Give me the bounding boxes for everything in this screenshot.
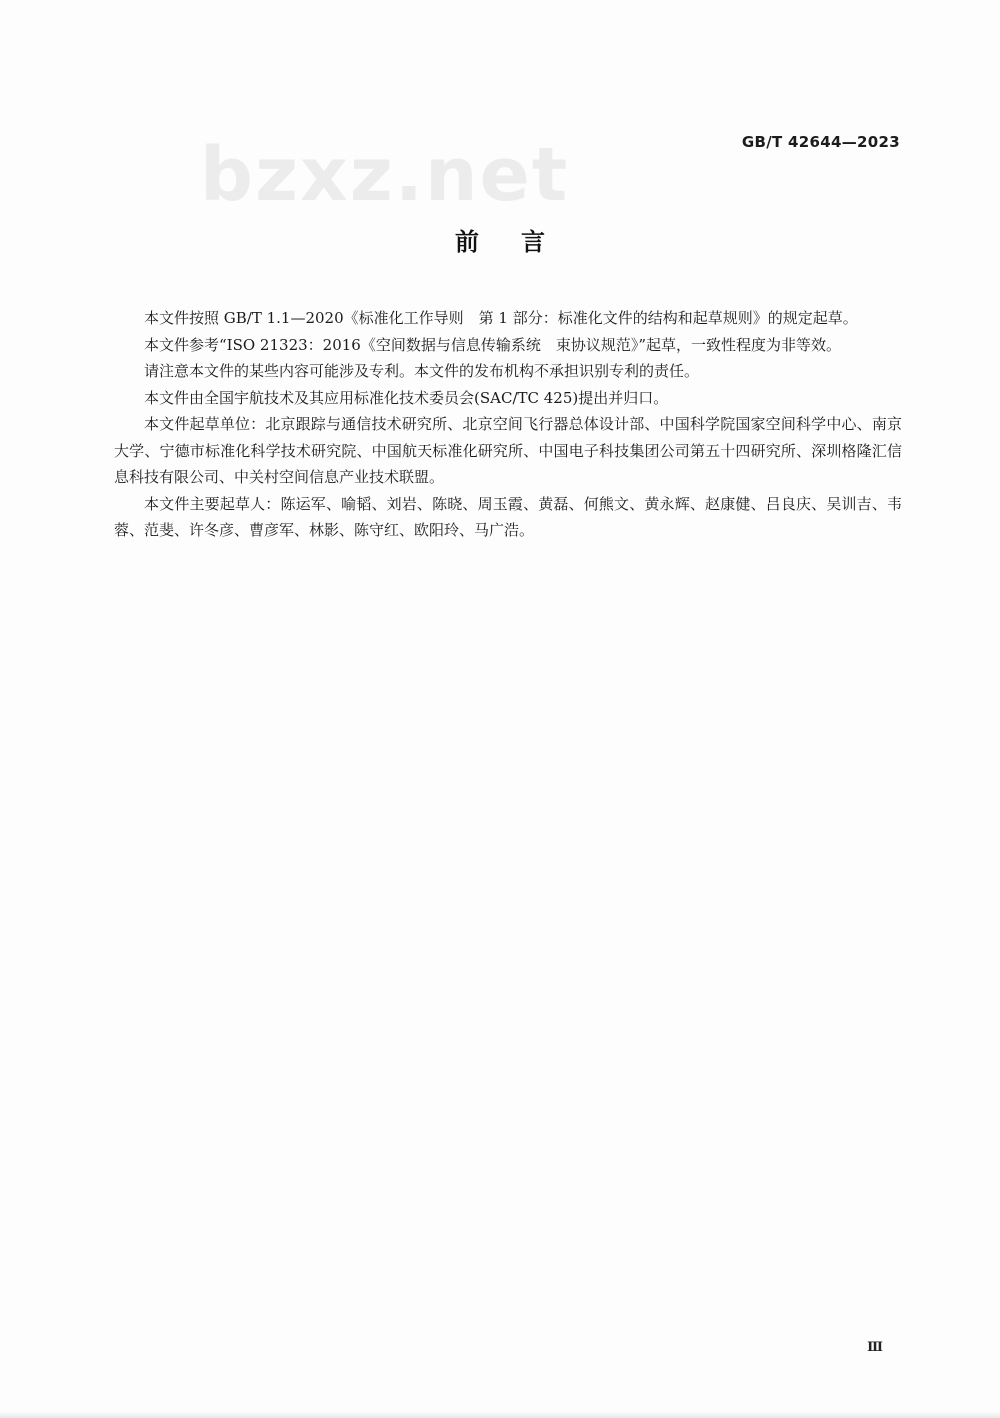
paragraph-reference: 本文件参考“ISO 21323：2016《空间数据与信息传输系统 束协议规范》”起草，一致性程度为非等效。 [144,335,841,354]
paragraph-drafters: 本文件主要起草人：陈运军、喻韬、刘岩、陈晓、周玉霞、黄磊、何熊文、黄永辉、赵康健、吕良庆、吴训吉、韦蓉、范斐、许冬彦、曹彦军、林影、陈守红、欧阳玲、马广浩。 [114,494,902,539]
preface-body [114,305,902,544]
page-bottom-edge [0,1410,1000,1418]
page-title: 前言 [455,228,587,256]
paragraph-drafting-units: 本文件起草单位：北京跟踪与通信技术研究所、北京空间飞行器总体设计部、中国科学院国家空间科学中心、南京大学、宁德市标准化科学技术研究院、中国航天标准化研究所、中国电子科技集团公司第五十四研究所、深圳格隆汇信息科技有限公司、中关村空间信息产业技术联盟。 [114,415,902,486]
page-number: Ⅲ [867,1340,883,1355]
paragraph-drafting-rules: 本文件按照 GB/T 1.1—2020《标准化工作导则 第 1 部分：标准化文件的结构和起草规则》的规定起草。 [144,309,858,327]
paragraph-proposed-by: 本文件由全国宇航技术及其应用标准化技术委员会(SAC/TC 425)提出并归口。 [144,388,669,407]
watermark: bzxz.net [200,132,570,218]
paragraph-patent-notice: 请注意本文件的某些内容可能涉及专利。本文件的发布机构不承担识别专利的责任。 [144,362,700,380]
standard-code: GB/T 42644—2023 [741,133,900,151]
